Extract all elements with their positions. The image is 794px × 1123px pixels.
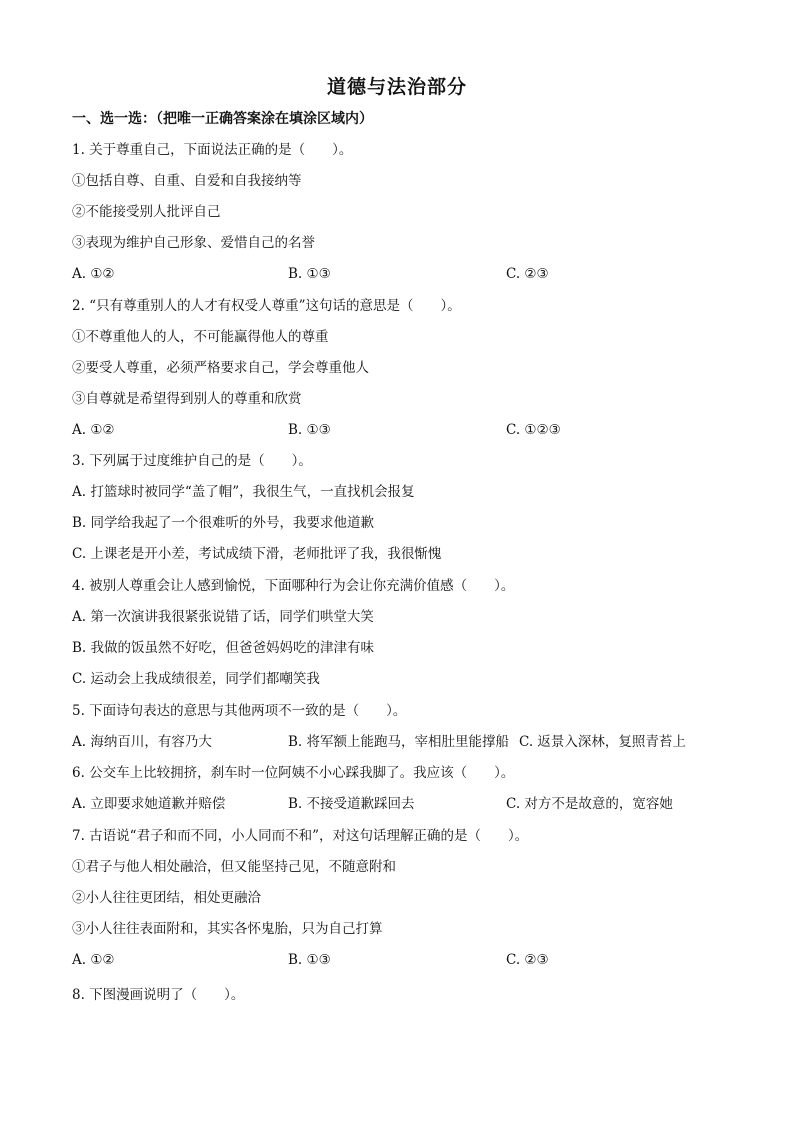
question-4-option-a[interactable]: A. 第一次演讲我很紧张说错了话，同学们哄堂大笑 <box>72 609 374 625</box>
question-8-stem: 8. 下图漫画说明了（ ）。 <box>72 987 245 1003</box>
question-1-item-3: ③表现为维护自己形象、爱惜自己的名誉 <box>72 235 315 251</box>
question-2-item-3: ③自尊就是希望得到别人的尊重和欣赏 <box>72 391 302 407</box>
question-4-stem: 4. 被别人尊重会让人感到愉悦，下面哪种行为会让你充满价值感（ ）。 <box>72 578 515 594</box>
question-1-option-b[interactable]: B. ①③ <box>288 266 331 282</box>
question-2-stem: 2. “只有尊重别人的人才有权受人尊重”这句话的意思是（ ）。 <box>72 298 461 314</box>
question-3-option-a[interactable]: A. 打篮球时被同学“盖了帽”，我很生气，一直找机会报复 <box>72 484 415 500</box>
question-7-item-2: ②小人往往更团结，相处更融洽 <box>72 890 261 906</box>
question-2-item-1: ①不尊重他人的人，不可能赢得他人的尊重 <box>72 329 329 345</box>
question-6-stem: 6. 公交车上比较拥挤，刹车时一位阿姨不小心踩我脚了。我应该（ ）。 <box>72 765 515 781</box>
question-5-option-a[interactable]: A. 海纳百川，有容乃大 <box>72 734 212 750</box>
section-heading: 一、选一选：（把唯一正确答案涂在填涂区域内） <box>72 111 373 127</box>
question-4-option-c[interactable]: C. 运动会上我成绩很差，同学们都嘲笑我 <box>72 671 320 687</box>
question-2-option-c[interactable]: C. ①②③ <box>506 422 561 438</box>
question-5-stem: 5. 下面诗句表达的意思与其他两项不一致的是（ ）。 <box>72 703 407 719</box>
question-2-option-b[interactable]: B. ①③ <box>288 422 331 438</box>
question-3-option-b[interactable]: B. 同学给我起了一个很难听的外号，我要求他道歉 <box>72 515 375 531</box>
question-5-option-b[interactable]: B. 将军额上能跑马，宰相肚里能撑船 <box>288 734 510 750</box>
question-2-item-2: ②要受人尊重，必须严格要求自己，学会尊重他人 <box>72 360 369 376</box>
page-title: 道德与法治部分 <box>326 76 467 98</box>
question-3-option-c[interactable]: C. 上课老是开小差，考试成绩下滑，老师批评了我，我很惭愧 <box>72 546 442 562</box>
question-7-option-a[interactable]: A. ①② <box>72 952 115 968</box>
question-3-stem: 3. 下列属于过度维护自己的是（ ）。 <box>72 453 312 469</box>
question-2-option-a[interactable]: A. ①② <box>72 422 115 438</box>
question-1-item-1: ①包括自尊、自重、自爱和自我接纳等 <box>72 173 302 189</box>
question-7-item-3: ③小人往往表面附和，其实各怀鬼胎，只为自己打算 <box>72 921 383 937</box>
question-7-item-1: ①君子与他人相处融洽，但又能坚持己见，不随意附和 <box>72 859 396 875</box>
question-1-stem: 1. 关于尊重自己，下面说法正确的是（ ）。 <box>72 142 353 158</box>
question-4-option-b[interactable]: B. 我做的饭虽然不好吃，但爸爸妈妈吃的津津有味 <box>72 640 375 656</box>
question-1-option-a[interactable]: A. ①② <box>72 266 115 282</box>
question-7-stem: 7. 古语说“君子和而不同，小人同而不和”，对这句话理解正确的是（ ）。 <box>72 828 529 844</box>
question-1-option-c[interactable]: C. ②③ <box>506 266 549 282</box>
question-5-option-c[interactable]: C. 返景入深林，复照青苔上 <box>519 734 686 750</box>
question-1-item-2: ②不能接受别人批评自己 <box>72 204 221 220</box>
question-7-option-c[interactable]: C. ②③ <box>506 952 549 968</box>
question-6-option-b[interactable]: B. 不接受道歉踩回去 <box>288 796 415 812</box>
question-6-option-a[interactable]: A. 立即要求她道歉并赔偿 <box>72 796 226 812</box>
question-7-option-b[interactable]: B. ①③ <box>288 952 331 968</box>
question-6-option-c[interactable]: C. 对方不是故意的，宽容她 <box>506 796 673 812</box>
